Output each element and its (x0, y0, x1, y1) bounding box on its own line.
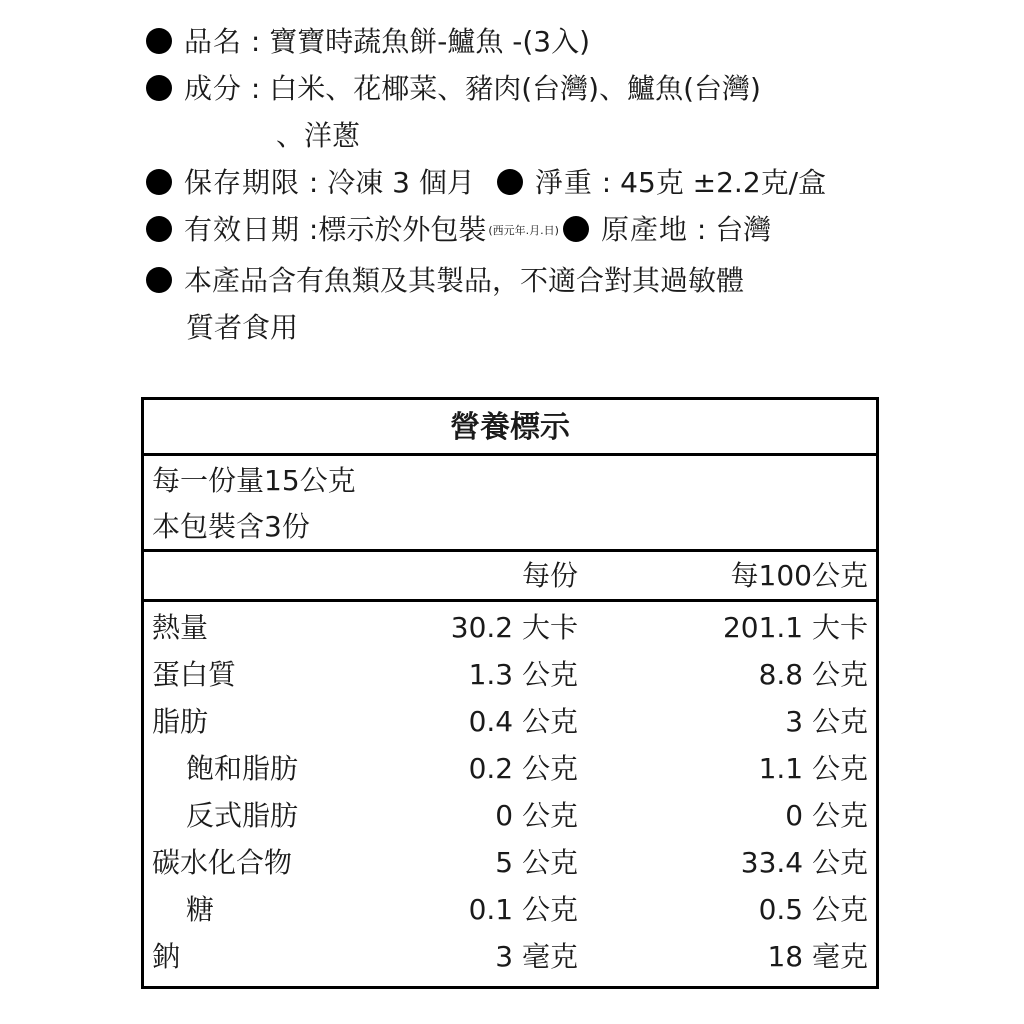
allergy-row-continued (146, 304, 926, 351)
nutrient-row-fat (144, 698, 876, 745)
column-per-serving: 每份 (521, 559, 578, 592)
bullet-icon (146, 216, 172, 242)
product-name-value: 寶寶時蔬魚餅-鱸魚 -(3入) (269, 25, 591, 58)
serving-info (144, 456, 876, 552)
bullet-icon (146, 28, 172, 54)
nutrient-rows (144, 602, 876, 980)
allergy-text-line1: 本產品含有魚類及其製品，不適合對其過敏體 (184, 264, 745, 297)
origin-value: 台灣 (715, 213, 772, 246)
shelf-life-label: 保存期限 (184, 166, 301, 199)
nutrient-row-saturated-fat (144, 745, 876, 792)
nutrient-per-100g: 8.8 公克 (758, 658, 868, 691)
net-weight-value: 45克 ±2.2克/盒 (620, 166, 827, 199)
column-per-100g: 每100公克 (730, 559, 868, 592)
nutrient-per-serving: 1.3 公克 (468, 658, 578, 691)
expiry-row: 有效日期 :標示於外包裝 (西元年.月.日) 原產地 : 台灣 (146, 206, 926, 253)
ingredients-continued (146, 112, 926, 159)
nutrient-per-100g: 33.4 公克 (740, 846, 868, 879)
nutrient-name: 鈉 (152, 940, 181, 973)
nutrient-per-100g: 18 毫克 (767, 940, 868, 973)
servings-per-pack: 本包裝含3份 (152, 510, 310, 543)
shelf-life-row: 保存期限 : 冷凍 3 個月 淨重 : 45克 ±2.2克/盒 (146, 159, 926, 206)
nutrient-row-energy (144, 604, 876, 651)
nutrient-per-serving: 0.2 公克 (468, 752, 578, 785)
bullet-icon (563, 216, 589, 242)
nutrient-name: 糖 (186, 893, 215, 926)
nutrient-per-serving: 5 公克 (495, 846, 578, 879)
ingredients-cont-value: 、洋蔥 (276, 119, 361, 152)
ingredients-row: 成分 : 白米、花椰菜、豬肉(台灣)、鱸魚(台灣) (146, 65, 926, 112)
serving-size: 每一份量15公克 (152, 464, 356, 497)
nutrient-per-serving: 0.4 公克 (468, 705, 578, 738)
net-weight-label: 淨重 (534, 166, 593, 199)
nutrient-name: 蛋白質 (152, 658, 237, 691)
nutrient-per-serving: 3 毫克 (495, 940, 578, 973)
nutrient-name: 反式脂肪 (186, 799, 299, 832)
shelf-life-value: 冷凍 3 個月 (327, 166, 475, 199)
nutrient-row-trans-fat (144, 792, 876, 839)
nutrient-row-protein (144, 651, 876, 698)
allergy-text-line2: 質者食用 (186, 311, 299, 344)
nutrient-per-serving: 0.1 公克 (468, 893, 578, 926)
nutrient-per-100g: 201.1 大卡 (722, 611, 868, 644)
product-name-row: 品名 : 寶寶時蔬魚餅-鱸魚 -(3入) (146, 18, 926, 65)
nutrient-name: 熱量 (152, 611, 209, 644)
bullet-icon (146, 75, 172, 101)
bullet-icon (146, 169, 172, 195)
allergy-row (146, 257, 926, 304)
nutrition-title: 營養標示 (144, 400, 876, 456)
nutrient-per-100g: 0 公克 (785, 799, 868, 832)
nutrient-row-sugar (144, 886, 876, 933)
nutrient-per-serving: 30.2 大卡 (450, 611, 578, 644)
nutrition-table (141, 397, 879, 989)
expiry-label: 有效日期 (184, 213, 301, 246)
origin-label: 原產地 (600, 213, 688, 246)
nutrient-name: 飽和脂肪 (186, 752, 299, 785)
nutrient-name: 碳水化合物 (152, 846, 293, 879)
expiry-format-note: (西元年.月.日) (488, 224, 559, 237)
nutrient-row-carbohydrate (144, 839, 876, 886)
bullet-icon (146, 267, 172, 293)
product-info (146, 18, 926, 351)
nutrient-per-100g: 0.5 公克 (758, 893, 868, 926)
bullet-icon (497, 169, 523, 195)
nutrient-row-sodium (144, 933, 876, 980)
ingredients-label: 成分 (184, 72, 243, 105)
product-name-label: 品名 (184, 25, 243, 58)
nutrient-name: 脂肪 (152, 705, 209, 738)
nutrient-per-100g: 3 公克 (785, 705, 868, 738)
expiry-value: 標示於外包裝 (318, 213, 487, 246)
nutrient-per-100g: 1.1 公克 (758, 752, 868, 785)
column-header-row (144, 552, 876, 602)
nutrient-per-serving: 0 公克 (495, 799, 578, 832)
ingredients-value: 白米、花椰菜、豬肉(台灣)、鱸魚(台灣) (269, 72, 761, 105)
